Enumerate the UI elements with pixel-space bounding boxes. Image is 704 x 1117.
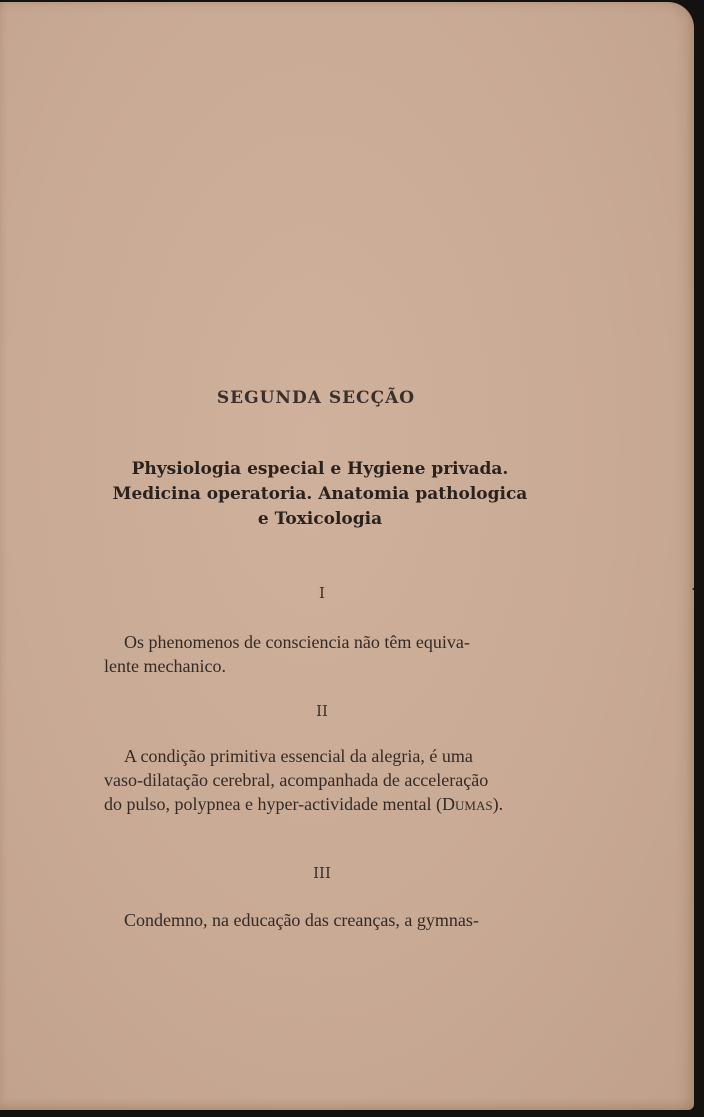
proposition-3-line-1: Condemno, na educação das creanças, a gymnas- xyxy=(124,910,479,930)
proposition-numeral-1: I xyxy=(319,584,325,602)
proposition-2-line-2: vaso-dilatação cerebral, acompanhada de acceleração xyxy=(104,770,489,790)
proposition-numeral-3: III xyxy=(313,864,331,882)
subjects-line-1: Physiologia especial e Hygiene privada. xyxy=(131,459,509,479)
proposition-text-3 xyxy=(104,908,540,932)
proposition-text-1 xyxy=(104,630,540,678)
proposition-2-line-1: A condição primitiva essencial da alegria, é uma xyxy=(124,746,473,766)
subjects-line-2: Medicina operatoria. Anatomia pathologica xyxy=(112,484,528,504)
subjects-line-3: e Toxicologia xyxy=(257,509,383,529)
proposition-1-line-2: lente mechanico. xyxy=(104,656,226,676)
proposition-1-line-1: Os phenomenos de consciencia não têm equiva- xyxy=(124,632,470,652)
proposition-2-line-3-suffix: ). xyxy=(492,794,504,814)
author-name: Dumas xyxy=(442,794,493,814)
proposition-2-line-3 xyxy=(104,792,540,816)
document-page xyxy=(0,2,694,1110)
subjects-heading xyxy=(0,457,640,532)
proposition-2-line-3-prefix: do pulso, polypnea e hyper-actividade mental ( xyxy=(104,794,443,814)
section-title: SEGUNDA SECÇÃO xyxy=(216,388,416,408)
proposition-numeral-2: II xyxy=(316,702,328,720)
proposition-text-2 xyxy=(104,744,540,816)
